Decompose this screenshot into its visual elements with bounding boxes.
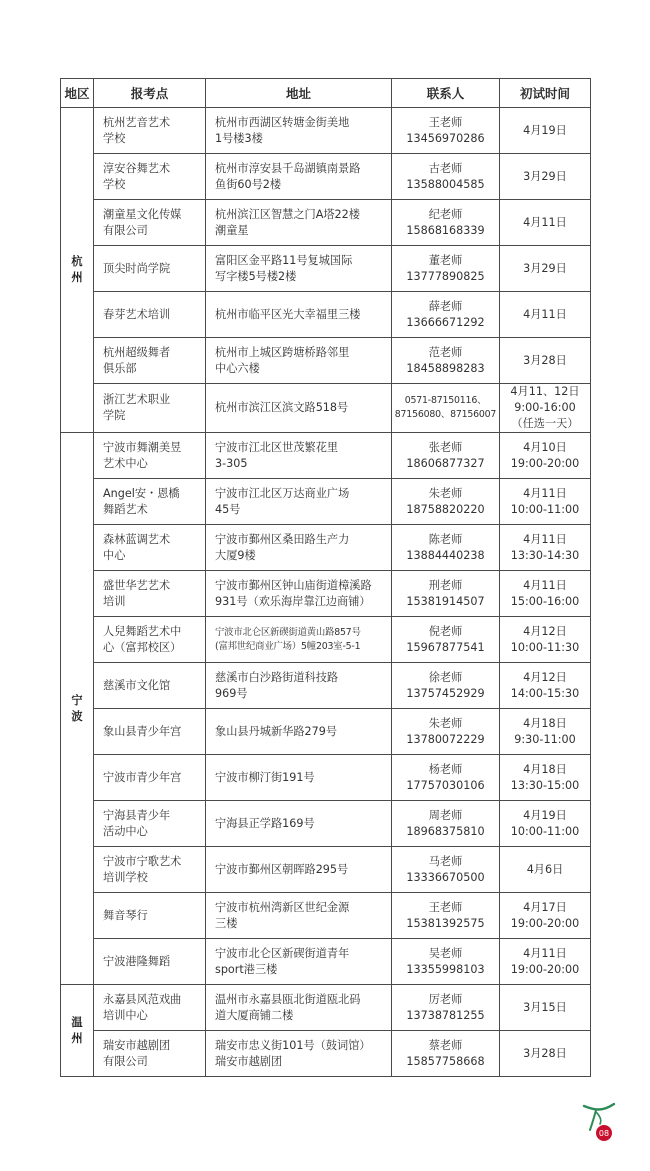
address-cell (206, 433, 392, 479)
cell-line: 瑞安市忠义街101号（鼓词馆） (215, 1038, 371, 1052)
cell-line: 15857758668 (406, 1054, 485, 1068)
cell-line: 19:00-20:00 (510, 456, 580, 470)
address-cell (206, 338, 392, 384)
table-row (61, 200, 591, 246)
cell-line: 徐老师 (428, 670, 463, 684)
contact-cell (392, 1031, 500, 1077)
cell-line: 古老师 (428, 161, 463, 175)
cell-line: 宁波市北仑区新碶街道青年 (215, 946, 350, 960)
cell-line: 人兒舞蹈艺术中 (103, 624, 182, 638)
contact-cell (392, 847, 500, 893)
address-cell (206, 154, 392, 200)
cell-line: 4月12日 (523, 624, 567, 638)
cell-line: 盛世华艺艺术 (103, 578, 171, 592)
cell-line: 象山县丹城新华路279号 (215, 724, 338, 738)
site-cell (94, 801, 206, 847)
cell-line: 慈溪市白沙路街道科技路 (215, 670, 339, 684)
cell-line: 4月11日 (523, 532, 567, 546)
cell-line: 杭州市滨江区滨文路518号 (215, 401, 349, 414)
cell-line: 10:00-11:30 (510, 640, 580, 654)
cell-line: 薛老师 (428, 299, 463, 313)
cell-line: 0571-87150116、 (404, 395, 487, 406)
site-cell (94, 893, 206, 939)
contact-cell (392, 571, 500, 617)
time-cell (500, 108, 591, 154)
cell-line: 4月12日 (523, 670, 567, 684)
cell-line: 鱼街60号2楼 (215, 177, 282, 191)
address-cell (206, 755, 392, 801)
contact-cell (392, 617, 500, 663)
cell-line: 宁波市江北区世茂繁花里 (215, 440, 339, 454)
table-row (61, 893, 591, 939)
site-cell (94, 154, 206, 200)
address-cell (206, 893, 392, 939)
cell-line: 学校 (103, 177, 126, 191)
table-row (61, 154, 591, 200)
site-cell (94, 246, 206, 292)
address-cell (206, 292, 392, 338)
time-cell (500, 663, 591, 709)
cell-line: 4月19日 (523, 123, 567, 137)
cell-line: 活动中心 (103, 824, 148, 838)
cell-line: 9:00-16:00 (514, 401, 576, 414)
cell-line: 宁波市宁歌艺术 (103, 854, 182, 868)
cell-line: 范老师 (428, 345, 463, 359)
cell-line: 4月10日 (523, 440, 567, 454)
contact-cell (392, 893, 500, 939)
cell-line: 13588004585 (406, 177, 485, 191)
cell-line: Angel安・恩橋 (103, 486, 180, 500)
table-row (61, 663, 591, 709)
cell-line: sport港三楼 (215, 962, 278, 976)
site-cell (94, 571, 206, 617)
cell-line: 13738781255 (406, 1008, 485, 1022)
cell-line: 倪老师 (428, 624, 463, 638)
time-cell (500, 338, 591, 384)
cell-line: 大厦9楼 (215, 548, 256, 562)
cell-line: 87156080、87156007 (394, 409, 497, 420)
time-cell (500, 384, 591, 433)
site-cell (94, 985, 206, 1031)
cell-line: 马老师 (428, 854, 463, 868)
cell-line: 王老师 (428, 900, 463, 914)
cell-line: 瑞安市越剧团 (103, 1038, 171, 1052)
region-name: 杭州 (71, 255, 83, 284)
cell-line: 4月11日 (523, 215, 567, 229)
time-cell (500, 154, 591, 200)
cell-line: 杭州超级舞者 (103, 345, 171, 359)
cell-line: 18758820220 (406, 502, 485, 516)
region-name: 温州 (71, 1015, 83, 1045)
cell-line: 富阳区金平路11号复城国际 (215, 253, 353, 267)
cell-line: 13884440238 (406, 548, 485, 562)
cell-line: 4月11日 (523, 486, 567, 500)
cell-line: 有限公司 (103, 1054, 148, 1068)
contact-cell (392, 292, 500, 338)
cell-line: 宁波市舞潮美昱 (103, 440, 182, 454)
cell-line: 13456970286 (406, 131, 485, 145)
region-cell (61, 108, 94, 433)
cell-line: 宁波港隆舞蹈 (103, 954, 171, 968)
header-region: 地区 (61, 79, 94, 108)
header-address: 地址 (206, 79, 392, 108)
cell-line: 学院 (103, 409, 126, 422)
table-row (61, 985, 591, 1031)
cell-line: 张老师 (428, 440, 463, 454)
time-cell (500, 200, 591, 246)
cell-line: 春芽艺术培训 (103, 307, 171, 321)
cell-line: 写字楼5号楼2楼 (215, 269, 297, 283)
table-row (61, 246, 591, 292)
table-row (61, 384, 591, 433)
cell-line: 10:00-11:00 (510, 502, 580, 516)
cell-line: 宁波市鄞州区朝晖路295号 (215, 862, 349, 876)
address-cell (206, 200, 392, 246)
cell-line: 学校 (103, 131, 126, 145)
cell-line: 4月11日 (523, 307, 567, 321)
contact-cell (392, 709, 500, 755)
cell-line: 3月15日 (523, 1000, 567, 1014)
cell-line: 4月17日 (523, 900, 567, 914)
contact-cell (392, 154, 500, 200)
time-cell (500, 571, 591, 617)
cell-line: 道大厦商铺二楼 (215, 1008, 294, 1022)
cell-line: 4月6日 (526, 862, 564, 876)
cell-line: 永嘉县风范戏曲 (103, 992, 182, 1006)
time-cell (500, 939, 591, 985)
cell-line: 931号（欢乐海岸靠江边商铺） (215, 594, 371, 608)
cell-line: 杭州市淳安县千岛湖镇南景路 (215, 161, 361, 175)
cell-line: 3-305 (215, 456, 248, 470)
cell-line: 14:00-15:30 (510, 686, 580, 700)
cell-line: 10:00-11:00 (510, 824, 580, 838)
cell-line: 1号楼3楼 (215, 131, 263, 145)
site-cell (94, 384, 206, 433)
address-cell (206, 384, 392, 433)
cell-line: 3月28日 (523, 353, 567, 367)
cell-line: 蔡老师 (428, 1038, 463, 1052)
cell-line: 浙江艺术职业 (103, 393, 171, 406)
address-cell (206, 479, 392, 525)
table-row (61, 108, 591, 154)
cell-line: 杭州市西湖区转塘金街美地 (215, 115, 350, 129)
cell-line: 15381914507 (406, 594, 485, 608)
cell-line: 中心六楼 (215, 361, 260, 375)
cell-line: 4月11日 (523, 578, 567, 592)
cell-line: 杭州艺音艺术 (103, 115, 171, 129)
cell-line: 18606877327 (406, 456, 485, 470)
cell-line: 4月11日 (523, 946, 567, 960)
address-cell (206, 985, 392, 1031)
table-row (61, 525, 591, 571)
table-row (61, 479, 591, 525)
cell-line: 18968375810 (406, 824, 485, 838)
cell-line: 杭州市临平区光大幸福里三楼 (215, 307, 361, 321)
contact-cell (392, 338, 500, 384)
cell-line: 有限公司 (103, 223, 148, 237)
time-cell (500, 985, 591, 1031)
address-cell (206, 939, 392, 985)
cell-line: 13666671292 (406, 315, 485, 329)
cell-line: 杨老师 (428, 762, 463, 776)
contact-cell (392, 801, 500, 847)
cell-line: 9:30-11:00 (514, 732, 576, 746)
site-cell (94, 939, 206, 985)
site-cell (94, 292, 206, 338)
cell-line: 杭州市上城区跨塘桥路邻里 (215, 345, 350, 359)
contact-cell (392, 384, 500, 433)
table-row (61, 617, 591, 663)
site-cell (94, 755, 206, 801)
cell-line: 心（富邦校区） (103, 640, 182, 654)
site-cell (94, 663, 206, 709)
cell-line: 宁海县正学路169号 (215, 816, 315, 830)
cell-line: 培训学校 (103, 870, 148, 884)
time-cell (500, 847, 591, 893)
cell-line: 陈老师 (428, 532, 463, 546)
cell-line: 象山县青少年宫 (103, 724, 182, 738)
cell-line: 中心 (103, 548, 126, 562)
cell-line: 15868168339 (406, 223, 485, 237)
site-cell (94, 108, 206, 154)
cell-line: 15:00-16:00 (510, 594, 580, 608)
site-cell (94, 200, 206, 246)
page-number: 08 (598, 1129, 610, 1139)
cell-line: 杭州滨江区智慧之门A塔22楼 (215, 207, 360, 221)
cell-line: 艺术中心 (103, 456, 148, 470)
address-cell (206, 663, 392, 709)
header-time: 初试时间 (500, 79, 591, 108)
cell-line: 15967877541 (406, 640, 485, 654)
address-cell (206, 525, 392, 571)
time-cell (500, 801, 591, 847)
contact-cell (392, 433, 500, 479)
cell-line: 18458898283 (406, 361, 485, 375)
site-cell (94, 847, 206, 893)
cell-line: 4月11、12日 (510, 385, 580, 398)
table-row (61, 801, 591, 847)
table-row (61, 939, 591, 985)
header-contact: 联系人 (392, 79, 500, 108)
header-site: 报考点 (94, 79, 206, 108)
cell-line: 3月29日 (523, 261, 567, 275)
table-row (61, 1031, 591, 1077)
cell-line: 3月29日 (523, 169, 567, 183)
cell-line: 宁海县青少年 (103, 808, 171, 822)
cell-line: 瑞安市越剧团 (215, 1054, 283, 1068)
cell-line: 13777890825 (406, 269, 485, 283)
time-cell (500, 617, 591, 663)
cell-line: 13355998103 (406, 962, 485, 976)
cell-line: 4月19日 (523, 808, 567, 822)
cell-line: 45号 (215, 502, 241, 516)
cell-line: 13:30-14:30 (510, 548, 580, 562)
cell-line: 厉老师 (428, 992, 463, 1006)
cell-line: 周老师 (428, 808, 463, 822)
address-cell (206, 847, 392, 893)
contact-cell (392, 939, 500, 985)
cell-line: 朱老师 (428, 716, 463, 730)
contact-cell (392, 985, 500, 1031)
cell-line: 13757452929 (406, 686, 485, 700)
site-cell (94, 338, 206, 384)
cell-line: 舞蹈艺术 (103, 502, 148, 516)
cell-line: 王老师 (428, 115, 463, 129)
cell-line: 13:30-15:00 (510, 778, 580, 792)
address-cell (206, 571, 392, 617)
cell-line: 4月18日 (523, 716, 567, 730)
cell-line: 宁波市鄞州区钟山庙街道樟溪路 (215, 578, 372, 592)
cell-line: 19:00-20:00 (510, 962, 580, 976)
cell-line: 13780072229 (406, 732, 485, 746)
table-header-row (61, 79, 591, 108)
cell-line: 森林蓝调艺术 (103, 532, 171, 546)
address-cell (206, 246, 392, 292)
cell-line: 4月18日 (523, 762, 567, 776)
cell-line: 宁波市柳汀街191号 (215, 770, 315, 784)
address-cell (206, 1031, 392, 1077)
cell-line: 温州市永嘉县瓯北街道瓯北码 (215, 992, 361, 1006)
contact-cell (392, 755, 500, 801)
table-row (61, 755, 591, 801)
region-name: 宁波 (71, 693, 83, 723)
time-cell (500, 755, 591, 801)
cell-line: 舞音琴行 (103, 908, 148, 922)
cell-line: 顶尖时尚学院 (103, 261, 171, 275)
cell-line: 朱老师 (428, 486, 463, 500)
cell-line: 19:00-20:00 (510, 916, 580, 930)
site-cell (94, 1031, 206, 1077)
region-cell (61, 433, 94, 985)
contact-cell (392, 525, 500, 571)
cell-line: 淳安谷舞艺术 (103, 161, 171, 175)
cell-line: 宁波市江北区万达商业广场 (215, 486, 350, 500)
contact-cell (392, 246, 500, 292)
cell-line: 慈溪市文化馆 (103, 678, 171, 692)
cell-line: 宁波市鄞州区桑田路生产力 (215, 532, 350, 546)
contact-cell (392, 663, 500, 709)
address-cell (206, 801, 392, 847)
cell-line: 17757030106 (406, 778, 485, 792)
time-cell (500, 433, 591, 479)
site-cell (94, 617, 206, 663)
cell-line: 纪老师 (428, 207, 463, 221)
table-row (61, 709, 591, 755)
cell-line: 俱乐部 (103, 361, 137, 375)
time-cell (500, 525, 591, 571)
time-cell (500, 292, 591, 338)
address-cell (206, 709, 392, 755)
table-row (61, 292, 591, 338)
dancer-logo-icon (580, 1098, 620, 1144)
site-cell (94, 433, 206, 479)
time-cell (500, 1031, 591, 1077)
site-cell (94, 525, 206, 571)
time-cell (500, 246, 591, 292)
site-cell (94, 479, 206, 525)
cell-line: 15381392575 (406, 916, 485, 930)
address-cell (206, 108, 392, 154)
cell-line: 三楼 (215, 916, 238, 930)
cell-line: 3月28日 (523, 1046, 567, 1060)
cell-line: 培训中心 (103, 1008, 148, 1022)
cell-line: 培训 (103, 594, 126, 608)
region-cell (61, 985, 94, 1077)
exam-sites-table (60, 78, 591, 1077)
cell-line: 宁波市北仑区新碶街道黄山路857号 (215, 626, 361, 638)
site-cell (94, 709, 206, 755)
cell-line: 宁波市青少年宫 (103, 770, 182, 784)
table-row (61, 847, 591, 893)
cell-line: 刑老师 (428, 578, 463, 592)
time-cell (500, 893, 591, 939)
table-row (61, 338, 591, 384)
table-row (61, 433, 591, 479)
cell-line: 969号 (215, 686, 248, 700)
cell-line: 13336670500 (406, 870, 485, 884)
contact-cell (392, 200, 500, 246)
cell-line: 潮童星文化传媒 (103, 207, 182, 221)
contact-cell (392, 479, 500, 525)
cell-line: 潮童星 (215, 223, 249, 237)
time-cell (500, 479, 591, 525)
cell-line: 吴老师 (428, 946, 463, 960)
table-row (61, 571, 591, 617)
cell-line: (富邦世纪商业广场）5幢203室-5-1 (215, 640, 361, 652)
address-cell (206, 617, 392, 663)
time-cell (500, 709, 591, 755)
contact-cell (392, 108, 500, 154)
cell-line: 宁波市杭州湾新区世纪金源 (215, 900, 350, 914)
cell-line: 董老师 (428, 253, 463, 267)
cell-line: （任选一天） (511, 417, 579, 430)
